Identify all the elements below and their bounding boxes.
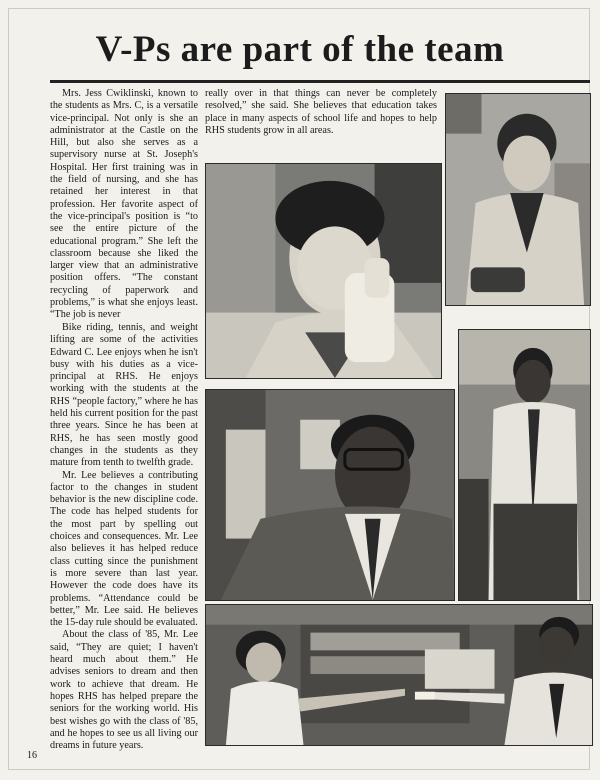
article-text: really over in that things can never be completely resolved,” she said. She believes that education takes place in many aspects of school life and hopes to help RHS students grow in all areas. [205, 88, 437, 136]
article-text: About the class of '85, Mr. Lee said, “They are quiet; I haven't heard much about them.” He advises seniors to dream and then work to achieve that dream. He hopes RHS has helped prepare the seniors for the working world. His best wishes go with the class of '85, and he hopes to see us all living our dreams in future years. [50, 629, 198, 752]
article-lee [50, 322, 198, 752]
photo-man-standing [458, 329, 591, 601]
photo-woman-portrait [445, 93, 591, 306]
photo-office-handoff [205, 604, 593, 746]
article-text: Mrs. Jess Cwiklinski, known to the students as Mrs. C, is a versatile vice-principal. Not only is she an administrator at the Castle on the Hill, but also she serves as a supervisory nurse at St. Joseph's Hospital. Her first training was in the field of nursing, and she has retained her interest in that profession. Her favorite aspect of the vice-principal's position is “to see the entire picture of the educational program.” She left the classroom because she liked the larger view that an administrative position offers. “The constant recycling of paperwork and problems,” is what she enjoys least. “The job is never [50, 88, 198, 321]
article-cwiklinski-continued [205, 88, 437, 137]
page-number: 16 [27, 750, 37, 761]
photo-woman-on-phone [205, 163, 442, 379]
headline: V-Ps are part of the team [95, 29, 505, 70]
article-cwiklinski [50, 88, 198, 322]
headline-rule [50, 80, 590, 83]
article-text: Mr. Lee believes a contributing factor to the changes in student behavior is the new discipline code. The code has helped students for the most part by spelling out choices and consequences. Mr. Lee also believes it has helped reduce class cutting since the punishment is more severe than last year. However the code does have its problems. “Attendance could be better,” Mr. Lee said. He believes the 15-day rule should be evaluated. [50, 469, 198, 629]
photo-man-portrait [205, 389, 455, 601]
article-text: Bike riding, tennis, and weight lifting are some of the activities Edward C. Lee enjoys when he isn't busy with his duties as a vice-principal at RHS. He enjoys working with the students at the RHS “people factory,” where he has held his current position for the past three years. Since he has been at RHS, he has seen mostly good changes in the students as they mature from tenth to twelfth grade. [50, 322, 198, 469]
